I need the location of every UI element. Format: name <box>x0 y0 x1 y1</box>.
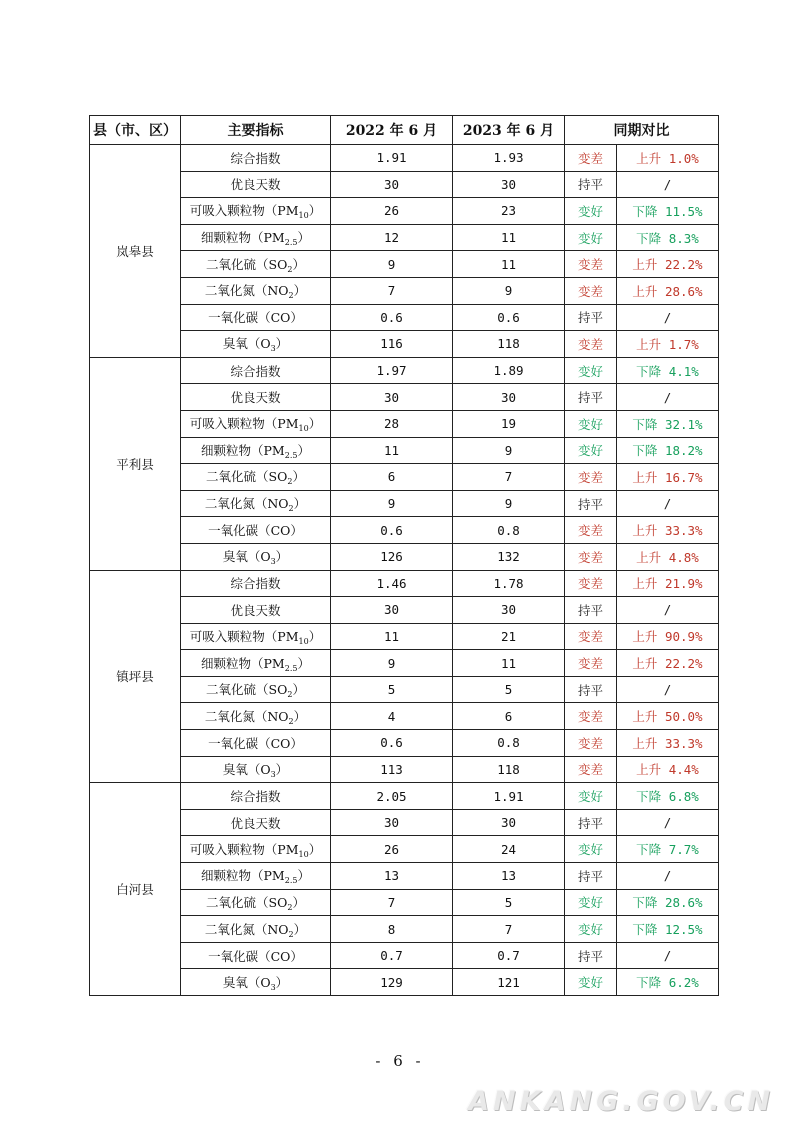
value-2022: 7 <box>331 277 453 304</box>
table-row <box>90 650 719 677</box>
value-2023: 0.7 <box>453 942 565 969</box>
table-row <box>90 863 719 890</box>
value-2022: 13 <box>331 863 453 890</box>
value-2022: 8 <box>331 916 453 943</box>
indicator-label: 细颗粒物（PM <box>201 442 285 458</box>
comparison-change: 下降 28.6% <box>617 889 719 916</box>
indicator-label: 一氧化碳（CO） <box>208 948 303 964</box>
value-2022: 2.05 <box>331 783 453 810</box>
value-2023: 30 <box>453 809 565 836</box>
value-2022: 9 <box>331 251 453 278</box>
indicator-name <box>181 863 331 890</box>
table-row <box>90 224 719 251</box>
table-row <box>90 889 719 916</box>
value-2023: 21 <box>453 623 565 650</box>
comparison-change: 下降 12.5% <box>617 916 719 943</box>
comparison-change: / <box>617 676 719 703</box>
table-row <box>90 490 719 517</box>
value-2023: 19 <box>453 410 565 437</box>
comparison-status: 持平 <box>565 490 617 517</box>
comparison-status: 持平 <box>565 171 617 198</box>
indicator-label-tail: ） <box>297 655 310 671</box>
comparison-change: 下降 7.7% <box>617 836 719 863</box>
indicator-label-tail: ） <box>292 894 305 910</box>
indicator-subscript: 3 <box>270 557 276 567</box>
comparison-change: 下降 18.2% <box>617 437 719 464</box>
indicator-name <box>181 942 331 969</box>
comparison-change: 上升 21.9% <box>617 570 719 597</box>
table-row <box>90 969 719 996</box>
value-2023: 132 <box>453 543 565 570</box>
value-2023: 5 <box>453 676 565 703</box>
value-2022: 0.6 <box>331 517 453 544</box>
value-2023: 0.6 <box>453 304 565 331</box>
comparison-change: 上升 1.0% <box>617 145 719 172</box>
indicator-label: 可吸入颗粒物（PM <box>189 203 299 219</box>
value-2023: 1.89 <box>453 357 565 384</box>
table-row <box>90 410 719 437</box>
comparison-status: 变差 <box>565 543 617 570</box>
comparison-change: 上升 28.6% <box>617 277 719 304</box>
value-2022: 26 <box>331 836 453 863</box>
table-row <box>90 703 719 730</box>
indicator-label-tail: ） <box>292 256 305 272</box>
indicator-label: 二氧化硫（SO <box>206 256 288 272</box>
indicator-label: 臭氧（O <box>222 549 271 565</box>
value-2022: 30 <box>331 809 453 836</box>
value-2023: 9 <box>453 277 565 304</box>
value-2023: 30 <box>453 597 565 624</box>
comparison-change: / <box>617 490 719 517</box>
indicator-subscript: 2 <box>287 264 293 274</box>
indicator-subscript: 2 <box>288 291 294 301</box>
indicator-subscript: 10 <box>298 849 309 859</box>
indicator-name <box>181 198 331 225</box>
value-2022: 12 <box>331 224 453 251</box>
indicator-label: 臭氧（O <box>222 761 271 777</box>
county-name: 镇坪县 <box>90 570 181 783</box>
value-2023: 1.78 <box>453 570 565 597</box>
indicator-label: 二氧化硫（SO <box>206 682 288 698</box>
value-2022: 30 <box>331 597 453 624</box>
indicator-subscript: 2 <box>287 902 293 912</box>
table-row <box>90 171 719 198</box>
comparison-status: 持平 <box>565 809 617 836</box>
value-2022: 129 <box>331 969 453 996</box>
comparison-status: 持平 <box>565 597 617 624</box>
value-2023: 11 <box>453 251 565 278</box>
comparison-change: 上升 22.2% <box>617 251 719 278</box>
value-2023: 11 <box>453 650 565 677</box>
comparison-status: 持平 <box>565 863 617 890</box>
indicator-subscript: 2 <box>287 477 293 487</box>
comparison-change: 上升 33.3% <box>617 517 719 544</box>
header-2023: 2023 年 6 月 <box>453 116 565 145</box>
comparison-status: 变好 <box>565 437 617 464</box>
indicator-name <box>181 783 331 810</box>
indicator-label-tail: ） <box>275 761 289 777</box>
comparison-status: 变差 <box>565 277 617 304</box>
comparison-status: 变好 <box>565 783 617 810</box>
value-2022: 28 <box>331 410 453 437</box>
indicator-name <box>181 969 331 996</box>
comparison-status: 持平 <box>565 942 617 969</box>
value-2023: 7 <box>453 916 565 943</box>
comparison-change: 下降 8.3% <box>617 224 719 251</box>
indicator-name <box>181 490 331 517</box>
indicator-label-tail: ） <box>297 442 310 458</box>
indicator-label: 综合指数 <box>230 363 281 379</box>
table-row <box>90 145 719 172</box>
comparison-change: 上升 50.0% <box>617 703 719 730</box>
table-row <box>90 730 719 757</box>
table-row <box>90 783 719 810</box>
indicator-label: 二氧化硫（SO <box>206 894 288 910</box>
indicator-name <box>181 756 331 783</box>
indicator-subscript: 3 <box>270 982 276 992</box>
table-row <box>90 942 719 969</box>
table-row <box>90 304 719 331</box>
comparison-status: 变好 <box>565 224 617 251</box>
page-number: - 6 - <box>375 1052 425 1070</box>
table-row <box>90 437 719 464</box>
comparison-change: / <box>617 809 719 836</box>
indicator-name <box>181 623 331 650</box>
indicator-label-tail: ） <box>275 336 289 352</box>
value-2023: 11 <box>453 224 565 251</box>
value-2023: 1.93 <box>453 145 565 172</box>
indicator-label: 一氧化碳（CO） <box>208 310 303 326</box>
table-row <box>90 623 719 650</box>
table-row <box>90 277 719 304</box>
indicator-label-tail: ） <box>308 841 322 857</box>
comparison-status: 变好 <box>565 916 617 943</box>
indicator-name <box>181 464 331 491</box>
indicator-name <box>181 251 331 278</box>
indicator-label: 综合指数 <box>230 150 281 166</box>
indicator-subscript: 3 <box>270 344 276 354</box>
indicator-name <box>181 543 331 570</box>
comparison-change: 上升 4.4% <box>617 756 719 783</box>
value-2023: 30 <box>453 384 565 411</box>
indicator-label: 细颗粒物（PM <box>201 230 285 246</box>
value-2022: 26 <box>331 198 453 225</box>
indicator-label: 臭氧（O <box>222 336 271 352</box>
indicator-label-tail: ） <box>275 974 289 990</box>
value-2022: 11 <box>331 623 453 650</box>
comparison-status: 持平 <box>565 676 617 703</box>
indicator-subscript: 10 <box>298 211 309 221</box>
value-2023: 30 <box>453 171 565 198</box>
indicator-name <box>181 224 331 251</box>
value-2022: 30 <box>331 384 453 411</box>
indicator-name <box>181 304 331 331</box>
table-row <box>90 543 719 570</box>
comparison-status: 变差 <box>565 517 617 544</box>
indicator-label: 可吸入颗粒物（PM <box>189 841 299 857</box>
comparison-status: 变好 <box>565 198 617 225</box>
comparison-status: 变好 <box>565 969 617 996</box>
indicator-name <box>181 145 331 172</box>
value-2022: 0.6 <box>331 730 453 757</box>
indicator-label-tail: ） <box>297 230 310 246</box>
indicator-label: 二氧化氮（NO <box>204 283 289 299</box>
comparison-change: 上升 33.3% <box>617 730 719 757</box>
indicator-name <box>181 597 331 624</box>
air-quality-table <box>89 115 719 996</box>
value-2023: 1.91 <box>453 783 565 810</box>
value-2023: 24 <box>453 836 565 863</box>
county-name: 岚皋县 <box>90 145 181 358</box>
site-watermark: ANKANG.GOV.CN <box>468 1086 774 1117</box>
indicator-label: 二氧化氮（NO <box>204 496 289 512</box>
indicator-label-tail: ） <box>293 708 307 724</box>
value-2022: 5 <box>331 676 453 703</box>
county-name: 平利县 <box>90 357 181 570</box>
indicator-subscript: 2 <box>288 716 294 726</box>
indicator-label: 二氧化氮（NO <box>204 708 289 724</box>
indicator-name <box>181 703 331 730</box>
table-row <box>90 384 719 411</box>
value-2022: 1.97 <box>331 357 453 384</box>
value-2022: 113 <box>331 756 453 783</box>
table-row <box>90 517 719 544</box>
indicator-name <box>181 517 331 544</box>
indicator-label: 优良天数 <box>230 602 281 618</box>
indicator-label-tail: ） <box>308 416 322 432</box>
value-2023: 23 <box>453 198 565 225</box>
comparison-status: 变差 <box>565 756 617 783</box>
indicator-label-tail: ） <box>308 628 322 644</box>
indicator-label-tail: ） <box>297 868 310 884</box>
indicator-subscript: 2 <box>288 929 294 939</box>
value-2023: 7 <box>453 464 565 491</box>
indicator-name <box>181 331 331 358</box>
comparison-status: 变好 <box>565 836 617 863</box>
indicator-label-tail: ） <box>293 283 307 299</box>
comparison-change: 下降 11.5% <box>617 198 719 225</box>
value-2022: 0.6 <box>331 304 453 331</box>
value-2023: 9 <box>453 437 565 464</box>
comparison-change: / <box>617 597 719 624</box>
table-row <box>90 836 719 863</box>
indicator-label: 一氧化碳（CO） <box>208 523 303 539</box>
comparison-status: 变差 <box>565 703 617 730</box>
indicator-name <box>181 171 331 198</box>
table-row <box>90 597 719 624</box>
value-2022: 9 <box>331 650 453 677</box>
indicator-label: 可吸入颗粒物（PM <box>189 416 299 432</box>
indicator-subscript: 2.5 <box>284 663 298 673</box>
indicator-name <box>181 384 331 411</box>
indicator-label: 二氧化氮（NO <box>204 921 289 937</box>
value-2022: 6 <box>331 464 453 491</box>
indicator-label: 一氧化碳（CO） <box>208 735 303 751</box>
table-body <box>90 145 719 996</box>
indicator-name <box>181 650 331 677</box>
value-2023: 121 <box>453 969 565 996</box>
table-header-row <box>90 116 719 145</box>
comparison-status: 变差 <box>565 145 617 172</box>
indicator-name <box>181 809 331 836</box>
value-2023: 6 <box>453 703 565 730</box>
value-2023: 0.8 <box>453 517 565 544</box>
comparison-status: 变差 <box>565 730 617 757</box>
value-2023: 5 <box>453 889 565 916</box>
indicator-subscript: 2 <box>288 504 294 514</box>
table-row <box>90 756 719 783</box>
value-2023: 118 <box>453 756 565 783</box>
indicator-label: 综合指数 <box>230 576 281 592</box>
comparison-change: / <box>617 942 719 969</box>
comparison-status: 变差 <box>565 650 617 677</box>
value-2022: 7 <box>331 889 453 916</box>
indicator-label-tail: ） <box>308 203 322 219</box>
indicator-name <box>181 836 331 863</box>
indicator-subscript: 3 <box>270 769 276 779</box>
comparison-status: 变差 <box>565 570 617 597</box>
indicator-name <box>181 916 331 943</box>
indicator-label-tail: ） <box>275 549 289 565</box>
comparison-change: / <box>617 304 719 331</box>
comparison-status: 变差 <box>565 623 617 650</box>
comparison-change: 上升 4.8% <box>617 543 719 570</box>
value-2022: 1.46 <box>331 570 453 597</box>
indicator-subscript: 10 <box>298 424 309 434</box>
comparison-change: 下降 32.1% <box>617 410 719 437</box>
comparison-status: 持平 <box>565 384 617 411</box>
value-2022: 9 <box>331 490 453 517</box>
value-2023: 118 <box>453 331 565 358</box>
indicator-label: 综合指数 <box>230 789 281 805</box>
value-2023: 0.8 <box>453 730 565 757</box>
header-compare: 同期对比 <box>565 116 719 145</box>
comparison-change: 下降 6.8% <box>617 783 719 810</box>
indicator-label: 可吸入颗粒物（PM <box>189 628 299 644</box>
table-row <box>90 916 719 943</box>
table-row <box>90 198 719 225</box>
indicator-name <box>181 570 331 597</box>
comparison-change: 上升 16.7% <box>617 464 719 491</box>
indicator-label: 优良天数 <box>230 177 281 193</box>
value-2023: 13 <box>453 863 565 890</box>
comparison-change: / <box>617 384 719 411</box>
indicator-label: 细颗粒物（PM <box>201 868 285 884</box>
header-county: 县（市、区） <box>90 116 181 145</box>
table-row <box>90 357 719 384</box>
comparison-change: / <box>617 171 719 198</box>
indicator-name <box>181 889 331 916</box>
table-row <box>90 676 719 703</box>
value-2022: 126 <box>331 543 453 570</box>
value-2022: 1.91 <box>331 145 453 172</box>
header-indicator: 主要指标 <box>181 116 331 145</box>
comparison-change: 下降 4.1% <box>617 357 719 384</box>
comparison-change: / <box>617 863 719 890</box>
value-2022: 30 <box>331 171 453 198</box>
table-row <box>90 251 719 278</box>
indicator-name <box>181 357 331 384</box>
indicator-subscript: 2.5 <box>284 876 298 886</box>
value-2022: 116 <box>331 331 453 358</box>
value-2023: 9 <box>453 490 565 517</box>
value-2022: 4 <box>331 703 453 730</box>
comparison-status: 变差 <box>565 464 617 491</box>
indicator-subscript: 2 <box>287 690 293 700</box>
indicator-label: 优良天数 <box>230 390 281 406</box>
indicator-subscript: 10 <box>298 636 309 646</box>
indicator-subscript: 2.5 <box>284 238 298 248</box>
indicator-label-tail: ） <box>293 921 307 937</box>
comparison-status: 变好 <box>565 357 617 384</box>
table-row <box>90 464 719 491</box>
comparison-status: 变差 <box>565 331 617 358</box>
header-2022: 2022 年 6 月 <box>331 116 453 145</box>
comparison-status: 变好 <box>565 410 617 437</box>
comparison-status: 变好 <box>565 889 617 916</box>
value-2022: 11 <box>331 437 453 464</box>
county-name: 白河县 <box>90 783 181 996</box>
comparison-status: 变差 <box>565 251 617 278</box>
comparison-change: 上升 22.2% <box>617 650 719 677</box>
indicator-name <box>181 410 331 437</box>
indicator-label-tail: ） <box>292 682 305 698</box>
indicator-name <box>181 676 331 703</box>
table-row <box>90 809 719 836</box>
indicator-label-tail: ） <box>293 496 307 512</box>
value-2022: 0.7 <box>331 942 453 969</box>
indicator-subscript: 2.5 <box>284 450 298 460</box>
indicator-label: 优良天数 <box>230 815 281 831</box>
indicator-name <box>181 437 331 464</box>
comparison-change: 上升 1.7% <box>617 331 719 358</box>
indicator-label-tail: ） <box>292 469 305 485</box>
indicator-label: 臭氧（O <box>222 974 271 990</box>
comparison-change: 下降 6.2% <box>617 969 719 996</box>
indicator-name <box>181 277 331 304</box>
table-row <box>90 570 719 597</box>
indicator-name <box>181 730 331 757</box>
indicator-label: 细颗粒物（PM <box>201 655 285 671</box>
table-row <box>90 331 719 358</box>
indicator-label: 二氧化硫（SO <box>206 469 288 485</box>
comparison-change: 上升 90.9% <box>617 623 719 650</box>
comparison-status: 持平 <box>565 304 617 331</box>
